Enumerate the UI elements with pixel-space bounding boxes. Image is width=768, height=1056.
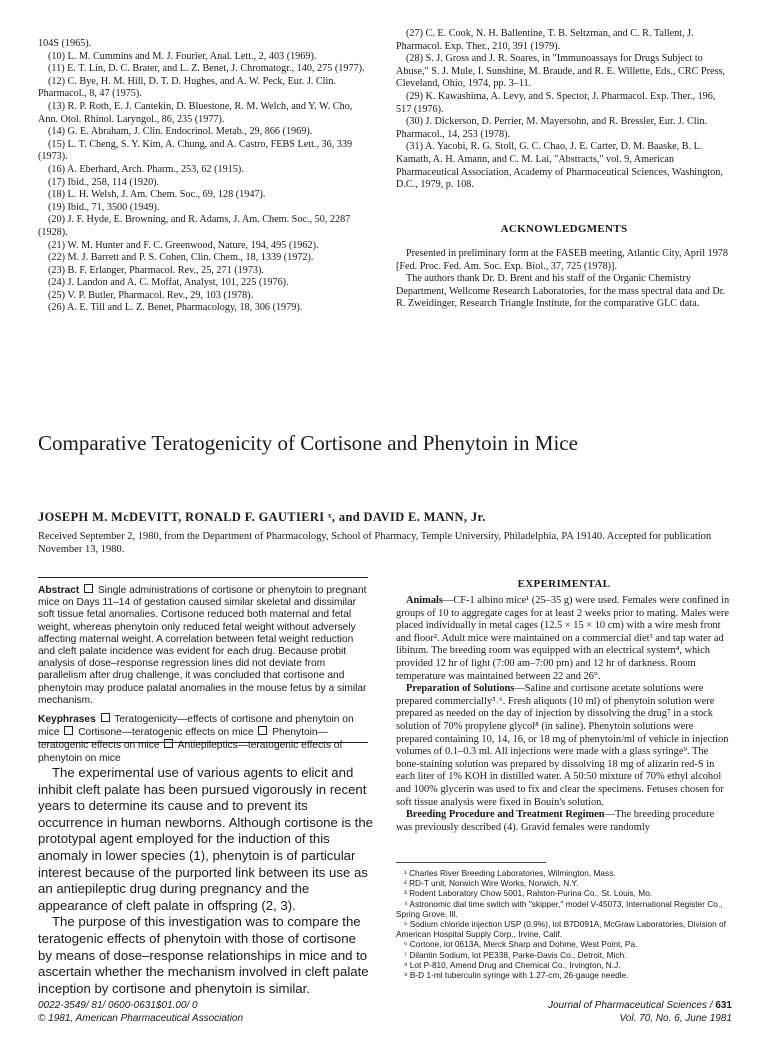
intro-paragraph: The experimental use of various agents to elicit and inhibit cleft palate has been pursued vigorously in recent years to determine its cause and to prevent its occurrence in human newborns. Although cortisone is the prototypal agent employed for the induction of this anomaly in lower species (1), phenytoin is of particular interest because of the purported link between its use as an antiepileptic drug during pregnancy and the appearance of cleft palate in offspring (2, 3).: [38, 765, 374, 913]
footer-right: [396, 1000, 732, 1025]
footnote-entry: ⁹ B-D 1-ml tuberculin syringe with 1.27-cm, 26-gauge needle.: [404, 970, 629, 981]
breeding-paragraph: [396, 809, 732, 834]
keyphrases-label: Keyphrases: [38, 714, 96, 726]
ack-paragraph: Presented in preliminary form at the FASEB meeting, Atlantic City, April 1978 [Fed. Proc. Fed. Am. Soc. Exp. Biol., 37, 725 (1978)].: [396, 248, 728, 272]
reference-entry: (11) E. T. Lin, D. C. Brater, and L. Z. Benet, J. Chromatogr., 140, 275 (1977).: [48, 63, 365, 75]
footnote-entry: ⁸ Lot P-810, Amend Drug and Chemical Co., Irvington, N.J.: [404, 959, 621, 970]
square-bullet-icon: [64, 726, 73, 735]
footnote-entry: ² RD-T unit, Norwich Wire Works, Norwich, N.Y.: [404, 878, 579, 889]
breeding-text: —The breeding procedure was previously described (4). Gravid females were randomly: [396, 809, 715, 833]
article-title: Comparative Teratogenicity of Cortisone and Phenytoin in Mice: [38, 431, 578, 455]
abstract-bottom-rule: [38, 742, 368, 743]
solutions-text: —Saline and cortisone acetate solutions were prepared commercially⁵˒⁶. Fresh aliquots (10 ml) of phenytoin solution were prepared as needed on the day of injection by dissolving the drug⁷ in a stock solution of 70% propylene glycol⁸ (in saline). Phenytoin solutions were prepared containing 10, 14, 16, or 18 mg of phenytoin/ml of vehicle in injection volumes of 0.1–0.3 ml. All injections were made with a glass syringe⁹. The bone-staining solution was prepared by dissolving 18 mg of alizarin red-S in each liter of 1% KOH in distilled water. A 50:50 mixture of 70% ethyl alcohol and 100% glycerin was used to fix and clear the specimens. Fetuses chosen for soft tissue analysis were fixed in Bouin's solution.: [396, 683, 729, 808]
reference-entry: (16) A. Eberhard, Arch. Pharm., 253, 62 (1915).: [48, 163, 244, 175]
footnote-entry: ⁶ Cortone, lot 0613A, Merck Sharp and Dohme, West Point, Pa.: [404, 939, 638, 950]
footer-left: [38, 1000, 368, 1025]
footnote-entry: ⁴ Astronomic dial time switch with "skipper," model V-45073, International Register Co., Spring Grove, Ill.: [396, 898, 723, 919]
experimental-heading: EXPERIMENTAL: [517, 578, 611, 590]
keyphrases: [38, 713, 368, 765]
reference-entry: (25) V. P. Butler, Pharmacol. Rev., 29, 103 (1978).: [48, 289, 254, 301]
square-bullet-icon: [84, 584, 93, 593]
reference-entry: (18) L. H. Welsh, J. Am. Chem. Soc., 69, 128 (1947).: [48, 189, 266, 201]
reference-entry: (22) M. J. Barrett and P. S. Cohen, Clin. Chem., 18, 1339 (1972).: [48, 252, 314, 264]
reference-entry: (15) L. T. Cheng, S. Y. Kim, A. Chung, and A. Castro, FEBS Lett., 36, 339 (1973).: [38, 138, 353, 163]
breeding-label: Breeding Procedure and Treatment Regimen: [406, 809, 605, 821]
received-line: Received September 2, 1980, from the Department of Pharmacology, School of Pharmacy, Temple University, Philadelphia, PA 19140. Accepted for publication November 13, 1980.: [38, 531, 712, 555]
journal-name: Journal of Pharmaceutical Sciences /: [548, 1000, 713, 1011]
references-right: [396, 28, 732, 192]
reference-entry: (23) B. F. Erlanger, Pharmacol. Rev., 25, 271 (1973).: [48, 264, 264, 276]
reference-entry: (29) K. Kawashima, A. Levy, and S. Spector, J. Pharmacol. Exp. Ther., 196, 517 (1976).: [396, 90, 716, 115]
square-bullet-icon: [164, 739, 173, 748]
reference-entry: (17) Ibid., 258, 114 (1920).: [48, 176, 160, 188]
footnote-rule: [396, 862, 546, 863]
reference-entry: (31) A. Yacobi, R. G. Stoll, G. C. Chao, J. E. Carter, D. M. Baaske, B. L. Kamath, A. H. Amann, and C. M. Lai, "Abstracts," vol. 9, American Pharmaceutical Association, Academy of Pharmaceutical Sciences, Washington, D.C., 1979, p. 108.: [396, 141, 723, 191]
reference-entry: 104S (1965).: [38, 38, 92, 49]
journal-line: [396, 1000, 732, 1013]
reference-entry: (27) C. E. Cook, N. H. Ballentine, T. B. Seltzman, and C. R. Tallent, J. Pharmacol. Exp. Ther., 210, 391 (1979).: [396, 28, 694, 52]
experimental-body: [396, 595, 732, 834]
keyphrase: Teratogenicity—effects of cortisone and phenytoin on mice: [38, 714, 354, 739]
references-left: [38, 38, 368, 315]
abstract-label: Abstract: [38, 585, 80, 596]
acknowledgments-heading: ACKNOWLEDGMENTS: [500, 223, 628, 235]
footnote-entry: ⁷ Dilantin Sodium, lot PE338, Parke-Davis Co., Detroit, Mich.: [404, 949, 627, 960]
reference-entry: (20) J. F. Hyde, E. Browning, and R. Adams, J. Am. Chem. Soc., 50, 2287 (1928).: [38, 214, 351, 238]
reference-entry: (21) W. M. Hunter and F. C. Greenwood, Nature, 194, 495 (1962).: [48, 239, 319, 251]
abstract-top-rule: [38, 577, 368, 578]
volume-line: Vol. 70, No. 6, June 1981: [619, 1012, 732, 1024]
page-number: 631: [715, 1000, 732, 1011]
reference-entry: (12) C. Bye, H. M. Hill, D. T. D. Hughes, and A. W. Peck, Eur. J. Clin. Pharmacol., 8, 47 (1975).: [38, 75, 336, 100]
reference-entry: (13) R. P. Roth, E. J. Cantekin, D. Bluestone, R. M. Welch, and Y. W. Cho, Ann. Otol. Rhinol. Laryngol., 86, 235 (1977).: [38, 100, 353, 125]
issn-line: 0022-3549/ 81/ 0600-0631$01.00/ 0: [38, 1000, 198, 1011]
footnote-entry: ¹ Charles River Breeding Laboratories, Wilmington, Mass.: [404, 868, 616, 878]
keyphrase: Cortisone—teratogenic effects on mice: [78, 727, 254, 739]
reference-entry: (30) J. Dickerson, D. Perrier, M. Mayersohn, and R. Bressler, Eur. J. Clin. Pharmacol., 14, 253 (1978).: [396, 116, 708, 140]
reference-entry: (10) L. M. Cummins and M. J. Fourier, Anal. Lett., 2, 403 (1969).: [48, 50, 317, 62]
animals-label: Animals: [406, 595, 443, 606]
animals-text: —CF-1 albino mice¹ (25–35 g) were used. Females were confined in groups of 10 to aggregate cages for at least 2 weeks prior to mating. Males were placed individually in metal cages (12.5 × 15 × 10 cm) with a wire mesh front and floor². Adult mice were maintained on a commercial diet³ and tap water ad libitum. The breeding room was equipped with an electrical system⁴, which provided 12 hr of light (7:00 am–7:00 pm) and 12 hr of darkness. Room temperature was maintained between 22 and 26°.: [396, 595, 730, 682]
square-bullet-icon: [101, 713, 110, 722]
keyphrase: Antiepileptics—teratogenic effects of phenytoin on mice: [38, 740, 343, 764]
abstract-text: Single administrations of cortisone or phenytoin to pregnant mice on Days 11–14 of gestation caused similar skeletal and dissimilar soft tissue fetal anomalies. Cortisone reduced both maternal and fetal weight, whereas phenytoin only reduced fetal weight without adversely affecting maternal weight. A correlation between fetal weight reduction and cleft palate incidence was evident for each drug. Because probit analysis of dose–response regression lines did not deviate from parallelism after drug challenge, it was concluded that cortisone and phenytoin may produce palatal anomalies in the mouse fetus by a similar mechanism.: [38, 585, 367, 706]
introduction: [38, 765, 373, 997]
footnote-entry: ⁵ Sodium chloride injection USP (0.9%), lot B7D091A, McGraw Laboratories, Division of American Hospital Supply Corp., Irvine, Calif.: [396, 919, 726, 940]
reference-entry: (28) S. J. Gross and J. R. Soares, in "Immunoassays for Drugs Subject to Abuse," S. J. Mule, I. Sunshine, M. Braude, and R. E. Willette, Eds., CRC Press, Cleveland, Ohio, 1974, pp. 3–11.: [396, 53, 725, 90]
solutions-label: Preparation of Solutions: [406, 683, 515, 695]
reference-entry: (26) A. E. Till and L. Z. Benet, Pharmacology, 18, 306 (1979).: [48, 302, 303, 314]
footnote-entry: ³ Rodent Laboratory Chow 5001, Ralston-Purina Co., St. Louis, Mo.: [404, 888, 653, 899]
solutions-paragraph: [396, 683, 732, 809]
reference-entry: (14) G. E. Abraham, J. Clin. Endocrinol. Metab., 29, 866 (1969).: [48, 126, 313, 138]
article-authors: JOSEPH M. McDEVITT, RONALD F. GAUTIERI ˣ, and DAVID E. MANN, Jr.: [38, 510, 486, 524]
reference-entry: (24) J. Landon and A. C. Moffat, Analyst, 101, 225 (1976).: [48, 277, 289, 289]
copyright-line: © 1981, American Pharmaceutical Association: [38, 1012, 244, 1024]
acknowledgments-body: [396, 248, 732, 311]
abstract: [38, 584, 368, 707]
reference-entry: (19) Ibid., 71, 3500 (1949).: [48, 201, 160, 213]
square-bullet-icon: [258, 726, 267, 735]
ack-paragraph: The authors thank Dr. D. Brent and his staff of the Organic Chemistry Department, Wellcome Research Laboratories, for the mass spectral data and Dr. R. Zweidinger, Research Triangle Institute, for the comparative GLC data.: [396, 273, 726, 310]
footnotes: [396, 868, 732, 980]
keyphrase: Phenytoin—teratogenic effects on mice: [38, 727, 328, 752]
intro-paragraph: The purpose of this investigation was to compare the teratogenic effects of phenytoin with those of cortisone by means of dose–response relationships in mice and to ascertain whether the mechanism involved in cleft palate inception by cortisone and phenytoin is similar.: [38, 914, 369, 996]
animals-paragraph: [396, 595, 732, 683]
